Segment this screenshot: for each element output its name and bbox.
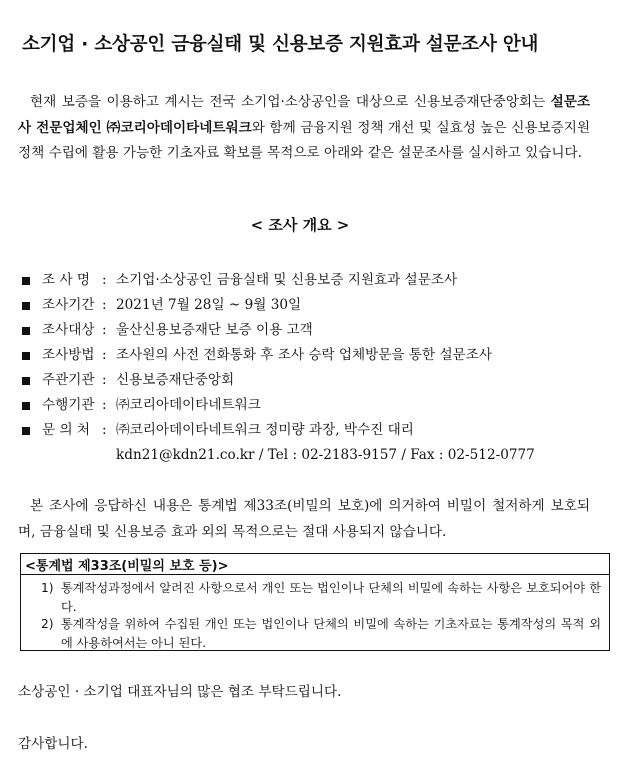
info-value: 소기업·소상공인 금융실태 및 신용보증 지원효과 설문조사 bbox=[116, 272, 458, 288]
law-item-2 bbox=[41, 615, 601, 653]
square-bullet-icon bbox=[22, 402, 30, 410]
info-value: 조사원의 사전 전화통화 후 조사 승락 업체방문을 통한 설문조사 bbox=[116, 347, 492, 363]
info-value: ㈜코리아데이타네트워크 정미량 과장, 박수진 대리 bbox=[116, 422, 414, 438]
law-item-number: 2) bbox=[41, 617, 54, 631]
info-row-name bbox=[20, 268, 620, 293]
info-separator: : bbox=[102, 297, 107, 313]
law-item-text: 통계작성을 위하여 수집된 개인 또는 법인이나 단체의 비밀에 속하는 기초자료는 통계작성의 목적 외에 사용하여서는 아니 된다. bbox=[61, 617, 601, 650]
info-separator: : bbox=[102, 272, 107, 288]
square-bullet-icon bbox=[22, 377, 30, 385]
law-item-text: 통계작성과정에서 알려진 사항으로서 개인 또는 법인이나 단체의 비밀에 속하는 사항은 보호되어야 한다. bbox=[61, 581, 601, 614]
info-label: 조사대상 bbox=[42, 322, 95, 338]
info-label: 주관기관 bbox=[42, 372, 95, 388]
intro-text-before: 현재 보증을 이용하고 계시는 전국 소기업·소상공인을 대상으로 신용보증재단중앙회는 bbox=[30, 94, 551, 110]
intro-text-bold: 설문조사 전문업체인 ㈜코리아데이타네트워크 bbox=[18, 94, 590, 136]
law-box-title: <통계법 제33조(비밀의 보호 등)> bbox=[25, 559, 229, 574]
info-label: 조사기간 bbox=[42, 297, 95, 313]
info-separator: : bbox=[102, 372, 107, 388]
info-label: 조 사 명 bbox=[42, 272, 91, 288]
info-row-target bbox=[20, 318, 620, 343]
square-bullet-icon bbox=[22, 277, 30, 285]
info-value: 울산신용보증재단 보증 이용 고객 bbox=[116, 322, 313, 338]
info-label: 조사방법 bbox=[42, 347, 95, 363]
closing-thanks: 감사합니다. bbox=[18, 736, 88, 752]
info-label: 문 의 처 bbox=[42, 422, 91, 438]
law-item-1 bbox=[41, 579, 601, 617]
square-bullet-icon bbox=[22, 302, 30, 310]
statistics-law-box bbox=[20, 553, 610, 651]
square-bullet-icon bbox=[22, 352, 30, 360]
square-bullet-icon bbox=[22, 327, 30, 335]
square-bullet-icon bbox=[22, 427, 30, 435]
contact-details: kdn21@kdn21.co.kr / Tel : 02-2183-9157 / Fax : 02-512-0777 bbox=[116, 447, 535, 463]
law-item-number: 1) bbox=[41, 581, 54, 595]
info-value: 신용보증재단중앙회 bbox=[116, 372, 235, 388]
info-row-method bbox=[20, 343, 620, 368]
info-row-contact bbox=[20, 418, 620, 443]
intro-paragraph bbox=[18, 90, 590, 167]
info-value: ㈜코리아데이타네트워크 bbox=[116, 397, 261, 413]
page-title: 소기업 · 소상공인 금융실태 및 신용보증 지원효과 설문조사 안내 bbox=[22, 34, 539, 55]
intro-text-after: 와 함께 금융지원 정책 개선 및 실효성 높은 신용보증지원 정책 수립에 활용 가능한 기초자료 확보를 목적으로 아래와 같은 설문조사를 실시하고 있습니다. bbox=[18, 119, 590, 161]
survey-info-list bbox=[20, 268, 620, 468]
info-value: 2021년 7월 28일 ~ 9월 30일 bbox=[116, 297, 302, 313]
closing-request: 소상공인 · 소기업 대표자님의 많은 협조 부탁드립니다. bbox=[18, 684, 342, 700]
privacy-notice: 본 조사에 응답하신 내용은 통계법 제33조(비밀의 보호)에 의거하여 비밀이 철저하게 보호되며, 금융실태 및 신용보증 효과 외의 목적으로는 절대 사용되지 않습니다. bbox=[18, 498, 590, 540]
info-separator: : bbox=[102, 322, 107, 338]
info-row-period bbox=[20, 293, 620, 318]
info-separator: : bbox=[102, 422, 107, 438]
section-heading: < 조사 개요 > bbox=[250, 216, 350, 234]
info-row-executor bbox=[20, 393, 620, 418]
info-row-organizer bbox=[20, 368, 620, 393]
info-separator: : bbox=[102, 347, 107, 363]
info-label: 수행기관 bbox=[42, 397, 95, 413]
info-separator: : bbox=[102, 397, 107, 413]
law-box-title-divider bbox=[21, 574, 609, 575]
